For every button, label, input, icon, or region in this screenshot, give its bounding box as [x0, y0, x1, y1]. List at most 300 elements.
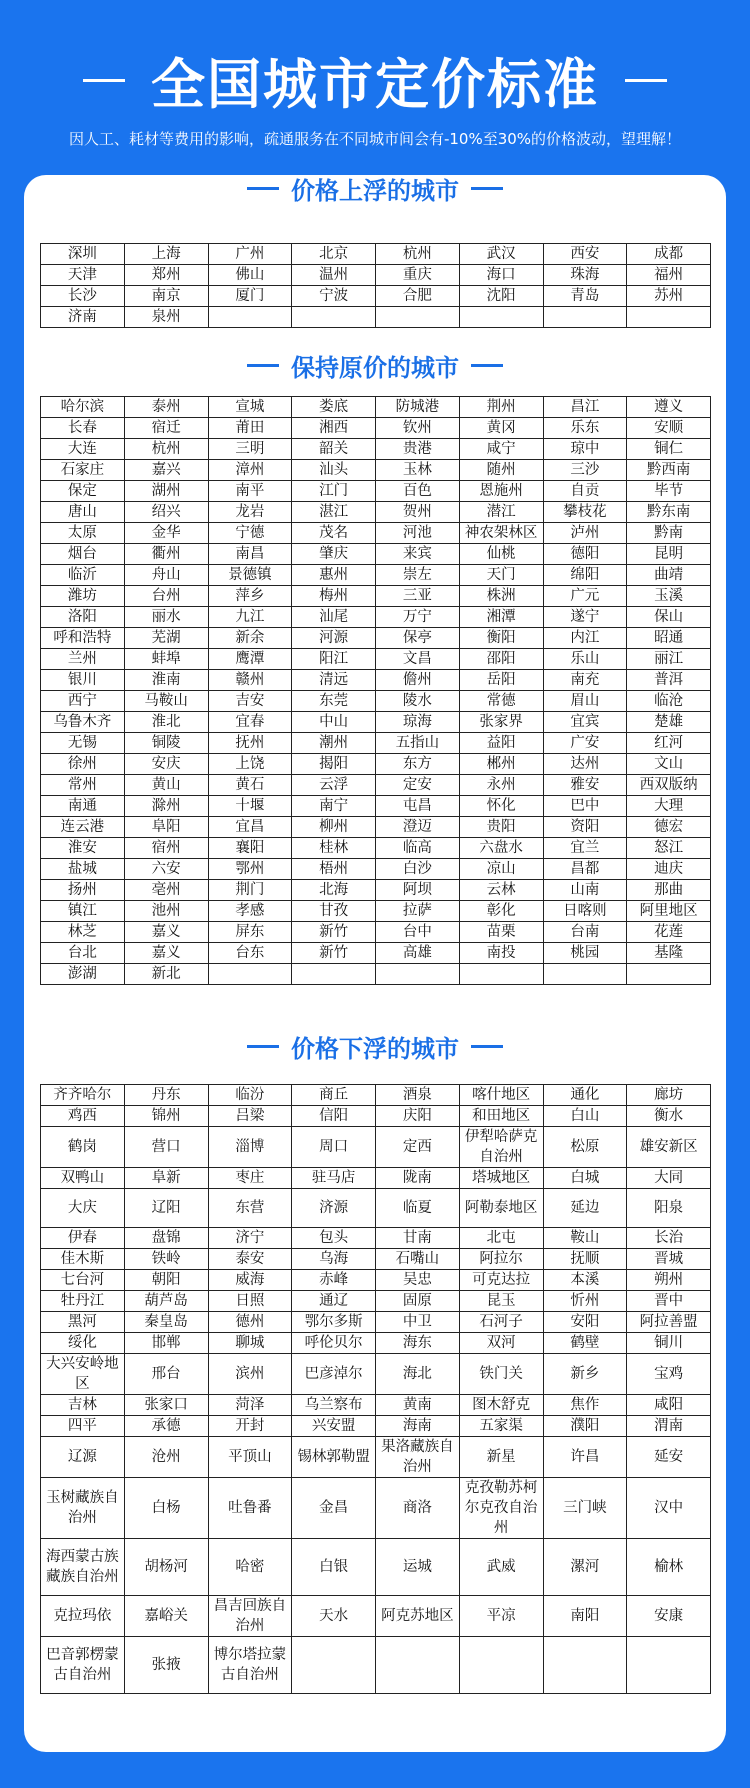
city-cell: 韶关: [292, 439, 376, 460]
city-cell: 阳江: [292, 649, 376, 670]
table-row: [41, 796, 711, 817]
city-cell: 河源: [292, 628, 376, 649]
city-cell: 平顶山: [208, 1437, 292, 1478]
city-cell: 湘西: [292, 418, 376, 439]
city-cell: 常州: [41, 775, 125, 796]
city-cell: 阿里地区: [627, 901, 711, 922]
city-cell: 鄂尔多斯: [292, 1312, 376, 1333]
city-cell: 湖州: [124, 481, 208, 502]
city-cell: 太原: [41, 523, 125, 544]
section-dash: [471, 364, 503, 367]
city-cell: 济宁: [208, 1228, 292, 1249]
city-cell: 张家口: [124, 1395, 208, 1416]
city-cell: 九江: [208, 607, 292, 628]
table-row: [41, 265, 711, 286]
table-row: [41, 1127, 711, 1168]
city-cell: 昌都: [543, 859, 627, 880]
city-cell: 揭阳: [292, 754, 376, 775]
city-cell: 娄底: [292, 397, 376, 418]
city-cell: 鄂州: [208, 859, 292, 880]
city-cell: 郑州: [124, 265, 208, 286]
city-cell: 泉州: [124, 307, 208, 328]
city-cell: 锦州: [124, 1106, 208, 1127]
city-cell: 绍兴: [124, 502, 208, 523]
city-cell: 云浮: [292, 775, 376, 796]
city-cell: 甘孜: [292, 901, 376, 922]
city-cell: 白沙: [376, 859, 460, 880]
table-row: [41, 1270, 711, 1291]
city-cell: 普洱: [627, 670, 711, 691]
city-cell: 澎湖: [41, 964, 125, 985]
city-cell: 长沙: [41, 286, 125, 307]
city-cell: 酒泉: [376, 1085, 460, 1106]
city-cell: 天津: [41, 265, 125, 286]
city-cell: 宜兰: [543, 838, 627, 859]
city-cell: 呼和浩特: [41, 628, 125, 649]
empty-cell: [459, 1637, 543, 1694]
empty-cell: [627, 964, 711, 985]
city-cell: 来宾: [376, 544, 460, 565]
city-cell: 雄安新区: [627, 1127, 711, 1168]
city-cell: 珠海: [543, 265, 627, 286]
city-cell: 绥化: [41, 1333, 125, 1354]
city-cell: 新星: [459, 1437, 543, 1478]
city-cell: 张家界: [459, 712, 543, 733]
table-row: [41, 964, 711, 985]
city-cell: 枣庄: [208, 1168, 292, 1189]
table-row: [41, 1249, 711, 1270]
city-cell: 株洲: [459, 586, 543, 607]
city-cell: 金昌: [292, 1478, 376, 1539]
city-cell: 抚州: [208, 733, 292, 754]
city-cell: 扬州: [41, 880, 125, 901]
city-cell: 楚雄: [627, 712, 711, 733]
city-cell: 西安: [543, 244, 627, 265]
city-cell: 永州: [459, 775, 543, 796]
city-cell: 福州: [627, 265, 711, 286]
city-cell: 菏泽: [208, 1395, 292, 1416]
empty-cell: [376, 1637, 460, 1694]
city-cell: 钦州: [376, 418, 460, 439]
city-cell: 苗栗: [459, 922, 543, 943]
city-cell: 毕节: [627, 481, 711, 502]
city-cell: 通化: [543, 1085, 627, 1106]
empty-cell: [543, 1637, 627, 1694]
city-cell: 南充: [543, 670, 627, 691]
city-cell: 克孜勒苏柯尔克孜自治州: [459, 1478, 543, 1539]
city-cell: 辽源: [41, 1437, 125, 1478]
table-row: [41, 397, 711, 418]
city-cell: 信阳: [292, 1106, 376, 1127]
city-cell: 渭南: [627, 1416, 711, 1437]
city-cell: 北屯: [459, 1228, 543, 1249]
city-cell: 四平: [41, 1416, 125, 1437]
section-dash: [247, 187, 279, 190]
city-cell: 玉树藏族自治州: [41, 1478, 125, 1539]
city-cell: 遵义: [627, 397, 711, 418]
page-title: 全国城市定价标准: [151, 53, 599, 116]
city-cell: 那曲: [627, 880, 711, 901]
city-cell: 连云港: [41, 817, 125, 838]
city-cell: 固原: [376, 1291, 460, 1312]
city-cell: 巴中: [543, 796, 627, 817]
table-row: [41, 670, 711, 691]
city-cell: 郴州: [459, 754, 543, 775]
city-cell: 黔东南: [627, 502, 711, 523]
city-cell: 东方: [376, 754, 460, 775]
city-cell: 北海: [292, 880, 376, 901]
table-row: [41, 1333, 711, 1354]
section-title-down: [24, 1033, 726, 1063]
city-cell: 延安: [627, 1437, 711, 1478]
city-cell: 定西: [376, 1127, 460, 1168]
city-cell: 丹东: [124, 1085, 208, 1106]
city-cell: 嘉义: [124, 922, 208, 943]
city-cell: 中卫: [376, 1312, 460, 1333]
city-cell: 南京: [124, 286, 208, 307]
city-cell: 宜宾: [543, 712, 627, 733]
city-cell: 庆阳: [376, 1106, 460, 1127]
table-row: [41, 1228, 711, 1249]
table-row: [41, 439, 711, 460]
city-cell: 江门: [292, 481, 376, 502]
city-cell: 新竹: [292, 922, 376, 943]
city-cell: 咸宁: [459, 439, 543, 460]
city-cell: 桂林: [292, 838, 376, 859]
city-cell: 邯郸: [124, 1333, 208, 1354]
empty-cell: [376, 307, 460, 328]
city-cell: 鸡西: [41, 1106, 125, 1127]
city-cell: 丽水: [124, 607, 208, 628]
city-cell: 徐州: [41, 754, 125, 775]
section-title-same: [24, 352, 726, 382]
city-cell: 澄迈: [376, 817, 460, 838]
city-cell: 儋州: [376, 670, 460, 691]
city-cell: 萍乡: [208, 586, 292, 607]
city-cell: 大理: [627, 796, 711, 817]
city-cell: 恩施州: [459, 481, 543, 502]
city-cell: 张掖: [124, 1637, 208, 1694]
table-row: [41, 586, 711, 607]
city-cell: 甘南: [376, 1228, 460, 1249]
city-cell: 邢台: [124, 1354, 208, 1395]
city-cell: 北京: [292, 244, 376, 265]
table-row: [41, 1085, 711, 1106]
city-cell: 乌鲁木齐: [41, 712, 125, 733]
table-row: [41, 754, 711, 775]
city-cell: 雅安: [543, 775, 627, 796]
city-cell: 泸州: [543, 523, 627, 544]
city-cell: 天水: [292, 1596, 376, 1637]
city-cell: 牡丹江: [41, 1291, 125, 1312]
table-row: [41, 418, 711, 439]
city-cell: 兰州: [41, 649, 125, 670]
city-cell: 阿拉尔: [459, 1249, 543, 1270]
empty-cell: [459, 307, 543, 328]
city-cell: 贵阳: [459, 817, 543, 838]
table-row: [41, 775, 711, 796]
city-cell: 深圳: [41, 244, 125, 265]
city-cell: 海南: [376, 1416, 460, 1437]
city-cell: 台东: [208, 943, 292, 964]
city-cell: 昭通: [627, 628, 711, 649]
city-cell: 玉林: [376, 460, 460, 481]
city-cell: 锡林郭勒盟: [292, 1437, 376, 1478]
city-cell: 淮安: [41, 838, 125, 859]
city-cell: 镇江: [41, 901, 125, 922]
city-cell: 西双版纳: [627, 775, 711, 796]
city-cell: 双河: [459, 1333, 543, 1354]
city-cell: 佳木斯: [41, 1249, 125, 1270]
city-cell: 天门: [459, 565, 543, 586]
city-cell: 铜陵: [124, 733, 208, 754]
city-cell: 杭州: [376, 244, 460, 265]
city-cell: 临高: [376, 838, 460, 859]
section-dash: [471, 187, 503, 190]
city-cell: 漯河: [543, 1539, 627, 1596]
city-cell: 上海: [124, 244, 208, 265]
table-row: [41, 1395, 711, 1416]
city-cell: 开封: [208, 1416, 292, 1437]
city-cell: 黔南: [627, 523, 711, 544]
city-cell: 淮南: [124, 670, 208, 691]
table-row: [41, 523, 711, 544]
city-cell: 淄博: [208, 1127, 292, 1168]
city-cell: 苏州: [627, 286, 711, 307]
city-cell: 宿迁: [124, 418, 208, 439]
city-cell: 葫芦岛: [124, 1291, 208, 1312]
city-cell: 伊犁哈萨克自治州: [459, 1127, 543, 1168]
city-cell: 海北: [376, 1354, 460, 1395]
page-header: [0, 0, 750, 175]
city-cell: 秦皇岛: [124, 1312, 208, 1333]
city-cell: 百色: [376, 481, 460, 502]
city-cell: 可克达拉: [459, 1270, 543, 1291]
city-cell: 临沂: [41, 565, 125, 586]
city-cell: 宣城: [208, 397, 292, 418]
city-cell: 乌海: [292, 1249, 376, 1270]
city-cell: 南昌: [208, 544, 292, 565]
city-cell: 日喀则: [543, 901, 627, 922]
table-row: [41, 1416, 711, 1437]
empty-cell: [627, 307, 711, 328]
city-cell: 温州: [292, 265, 376, 286]
city-cell: 蚌埠: [124, 649, 208, 670]
city-cell: 海西蒙古族藏族自治州: [41, 1539, 125, 1596]
city-cell: 贺州: [376, 502, 460, 523]
table-row: [41, 733, 711, 754]
table-row: [41, 481, 711, 502]
city-cell: 运城: [376, 1539, 460, 1596]
city-cell: 哈密: [208, 1539, 292, 1596]
city-cell: 中山: [292, 712, 376, 733]
city-cell: 日照: [208, 1291, 292, 1312]
empty-cell: [292, 1637, 376, 1694]
city-cell: 常德: [459, 691, 543, 712]
city-cell: 宿州: [124, 838, 208, 859]
table-row: [41, 1478, 711, 1539]
city-cell: 石家庄: [41, 460, 125, 481]
city-cell: 厦门: [208, 286, 292, 307]
city-cell: 迪庆: [627, 859, 711, 880]
city-cell: 吉安: [208, 691, 292, 712]
city-cell: 乐山: [543, 649, 627, 670]
city-cell: 营口: [124, 1127, 208, 1168]
city-cell: 梅州: [292, 586, 376, 607]
city-cell: 桃园: [543, 943, 627, 964]
city-cell: 临沧: [627, 691, 711, 712]
city-cell: 东莞: [292, 691, 376, 712]
city-cell: 赤峰: [292, 1270, 376, 1291]
city-cell: 阜新: [124, 1168, 208, 1189]
city-cell: 承德: [124, 1416, 208, 1437]
city-cell: 山南: [543, 880, 627, 901]
city-cell: 屏东: [208, 922, 292, 943]
city-cell: 果洛藏族自治州: [376, 1437, 460, 1478]
city-cell: 潍坊: [41, 586, 125, 607]
city-cell: 濮阳: [543, 1416, 627, 1437]
city-cell: 五家渠: [459, 1416, 543, 1437]
city-cell: 贵港: [376, 439, 460, 460]
city-cell: 无锡: [41, 733, 125, 754]
city-cell: 呼伦贝尔: [292, 1333, 376, 1354]
city-cell: 白山: [543, 1106, 627, 1127]
table-row: [41, 244, 711, 265]
city-cell: 伊春: [41, 1228, 125, 1249]
city-cell: 三亚: [376, 586, 460, 607]
table-row: [41, 1596, 711, 1637]
city-cell: 红河: [627, 733, 711, 754]
city-cell: 惠州: [292, 565, 376, 586]
city-cell: 嘉义: [124, 943, 208, 964]
city-cell: 阿拉善盟: [627, 1312, 711, 1333]
city-cell: 仙桃: [459, 544, 543, 565]
city-cell: 驻马店: [292, 1168, 376, 1189]
city-cell: 花莲: [627, 922, 711, 943]
city-cell: 怀化: [459, 796, 543, 817]
city-cell: 黔西南: [627, 460, 711, 481]
city-cell: 新竹: [292, 943, 376, 964]
city-cell: 阿坝: [376, 880, 460, 901]
city-cell: 许昌: [543, 1437, 627, 1478]
city-cell: 荆州: [459, 397, 543, 418]
city-cell: 盐城: [41, 859, 125, 880]
city-cell: 漳州: [208, 460, 292, 481]
city-cell: 铜川: [627, 1333, 711, 1354]
city-cell: 高雄: [376, 943, 460, 964]
city-cell: 平凉: [459, 1596, 543, 1637]
city-cell: 台南: [543, 922, 627, 943]
city-cell: 屯昌: [376, 796, 460, 817]
city-cell: 荆门: [208, 880, 292, 901]
city-cell: 龙岩: [208, 502, 292, 523]
city-cell: 保亭: [376, 628, 460, 649]
city-cell: 德阳: [543, 544, 627, 565]
table-row: [41, 1106, 711, 1127]
city-cell: 商丘: [292, 1085, 376, 1106]
city-cell: 西宁: [41, 691, 125, 712]
city-cell: 神农架林区: [459, 523, 543, 544]
city-cell: 宜昌: [208, 817, 292, 838]
city-cell: 云林: [459, 880, 543, 901]
city-cell: 宁德: [208, 523, 292, 544]
empty-cell: [208, 307, 292, 328]
city-cell: 大连: [41, 439, 125, 460]
table-row: [41, 460, 711, 481]
city-cell: 海东: [376, 1333, 460, 1354]
city-cell: 重庆: [376, 265, 460, 286]
city-cell: 朝阳: [124, 1270, 208, 1291]
table-row: [41, 1168, 711, 1189]
city-cell: 济源: [292, 1189, 376, 1228]
city-cell: 图木舒克: [459, 1395, 543, 1416]
section-title-up: [24, 175, 726, 205]
table-row: [41, 565, 711, 586]
city-cell: 唐山: [41, 502, 125, 523]
city-cell: 达州: [543, 754, 627, 775]
city-cell: 烟台: [41, 544, 125, 565]
city-cell: 衡阳: [459, 628, 543, 649]
city-cell: 白杨: [124, 1478, 208, 1539]
city-cell: 沧州: [124, 1437, 208, 1478]
city-cell: 阿勒泰地区: [459, 1189, 543, 1228]
city-cell: 曲靖: [627, 565, 711, 586]
city-cell: 广州: [208, 244, 292, 265]
city-cell: 黑河: [41, 1312, 125, 1333]
table-row: [41, 880, 711, 901]
section-title-text: 价格下浮的城市: [291, 1034, 459, 1063]
city-cell: 攀枝花: [543, 502, 627, 523]
city-cell: 赣州: [208, 670, 292, 691]
city-cell: 博尔塔拉蒙古自治州: [208, 1637, 292, 1694]
city-cell: 忻州: [543, 1291, 627, 1312]
city-cell: 新余: [208, 628, 292, 649]
table-row: [41, 901, 711, 922]
city-cell: 昆玉: [459, 1291, 543, 1312]
city-cell: 洛阳: [41, 607, 125, 628]
city-cell: 乐东: [543, 418, 627, 439]
city-cell: 抚顺: [543, 1249, 627, 1270]
city-cell: 新乡: [543, 1354, 627, 1395]
table-row: [41, 1312, 711, 1333]
city-cell: 长春: [41, 418, 125, 439]
city-cell: 安康: [627, 1596, 711, 1637]
table-row: [41, 1354, 711, 1395]
city-cell: 鞍山: [543, 1228, 627, 1249]
city-cell: 自贡: [543, 481, 627, 502]
city-cell: 榆林: [627, 1539, 711, 1596]
city-cell: 大庆: [41, 1189, 125, 1228]
city-cell: 益阳: [459, 733, 543, 754]
city-cell: 大兴安岭地区: [41, 1354, 125, 1395]
city-cell: 巴彦淖尔: [292, 1354, 376, 1395]
city-cell: 喀什地区: [459, 1085, 543, 1106]
section-dash: [247, 364, 279, 367]
table-row: [41, 628, 711, 649]
city-cell: 济南: [41, 307, 125, 328]
city-cell: 崇左: [376, 565, 460, 586]
city-cell: 塔城地区: [459, 1168, 543, 1189]
city-cell: 遂宁: [543, 607, 627, 628]
section-title-text: 保持原价的城市: [291, 353, 459, 382]
city-cell: 清远: [292, 670, 376, 691]
city-cell: 台北: [41, 943, 125, 964]
city-cell: 武威: [459, 1539, 543, 1596]
city-cell: 吕梁: [208, 1106, 292, 1127]
city-cell: 陵水: [376, 691, 460, 712]
city-cell: 佛山: [208, 265, 292, 286]
empty-cell: [292, 307, 376, 328]
